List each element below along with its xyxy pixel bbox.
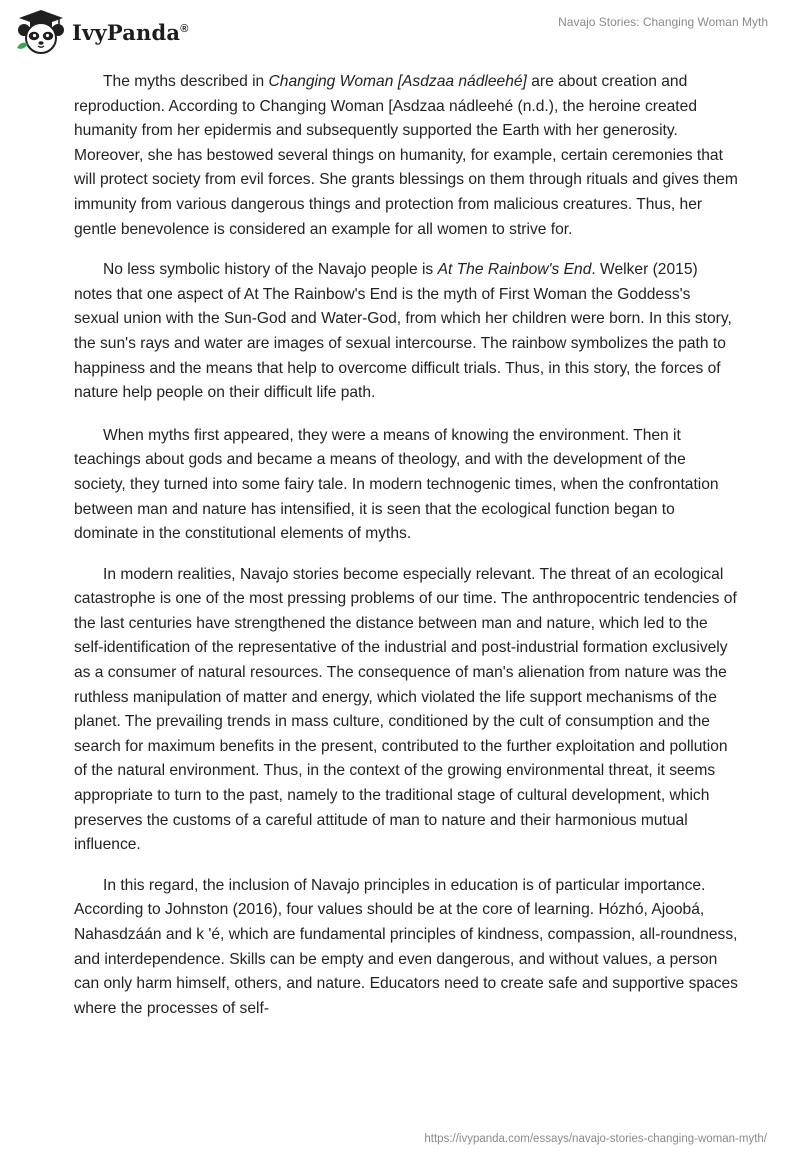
paragraph-4: In modern realities, Navajo stories become especially relevant. The threat of an ecological catastrophe is one of the most pressing problems of our time. The anthropocentric tendencies of the last centuries have strengthened the distance between man and nature, which led to the self-identification of the representative of the industrial and post-industrial formation exclusively as a consumer of natural resources. The consequence of man's alienation from nature was the ruthless manipulation of matter and energy, which violated the life support mechanisms of the planet. The prevailing trends in mass culture, conditioned by the cult of consumption and the search for maximum benefits in the present, contributed to the further exploitation and pollution of the natural environment. Thus, in the context of the growing environmental threat, it seems appropriate to turn to the past, namely to the traditional stage of cultural development, which preserves the customs of a careful attitude of man to nature and their harmonious mutual influence. [74, 565, 737, 854]
paragraph-2-text-a: No less symbolic history of the Navajo people is [103, 261, 438, 279]
source-url-link[interactable]: https://ivypanda.com/essays/navajo-stories-changing-woman-myth/ [424, 1133, 767, 1145]
work-title-changing-woman: Changing Woman [Asdzaa nádleehé] [268, 73, 527, 90]
paragraph-3: When myths first appeared, they were a means of knowing the environment. Then it teachings about gods and became a means of theology, and with the development of the society, they turned into some fairy tale. In modern technogenic times, when the confrontation between man and nature has intensified, it is seen that the ecological function began to dominate in the constitutional elements of myths. [74, 426, 719, 543]
page-header [0, 0, 800, 64]
paragraph-2 [74, 258, 738, 406]
paragraph-1 [74, 70, 738, 242]
panda-graduate-icon [14, 8, 68, 56]
paragraph-5: In this regard, the inclusion of Navajo principles in education is of particular importance. According to Johnston (2016), four values should be at the core of learning. Hózhó, Ajoobá, Nahasdzáán and k 'é, which are fundamental principles of kindness, compassion, all-roundness, and interdependence. Skills can be empty and even dangerous, and without values, a person can only harm himself, others, and nature. Educators need to create safe and supportive spaces where the processes of self- [74, 876, 738, 1017]
registered-mark: ® [180, 22, 189, 35]
paragraph-1-text-a: The myths described in [103, 73, 269, 90]
paragraph-1-text-b: are about creation and reproduction. According to Changing Woman [Asdzaa nádleehé (n.d.), the heroine created humanity from her epidermis and subsequently supported the Earth with her generosity. Moreover, she has bestowed several things on humanity, for example, certain ceremonies that will protect society from evil forces. She grants blessings on them through rituals and gives them immunity from various dangerous things and protection from malicious creatures. Thus, her gentle benevolence is considered an example for all women to strive for. [74, 73, 738, 238]
logo-text: IvyPanda [72, 19, 181, 45]
paragraph-2-text-b: . Welker (2015) notes that one aspect of At The Rainbow's End is the myth of First Woman the Goddess's sexual union with the Sun-God and Water-God, from which her children were born. In this story, the sun's rays and water are images of sexual intercourse. The rainbow symbolizes the path to happiness and the means that help to overcome difficult trials. Thus, in this story, the forces of nature help people on their difficult life path. [74, 261, 732, 402]
document-title: Navajo Stories: Changing Woman Myth [558, 15, 768, 29]
ivypanda-logo[interactable] [14, 8, 189, 56]
work-title-rainbows-end: At The Rainbow's End [437, 261, 592, 279]
logo-wordmark [72, 20, 189, 45]
essay-body [74, 70, 738, 1037]
